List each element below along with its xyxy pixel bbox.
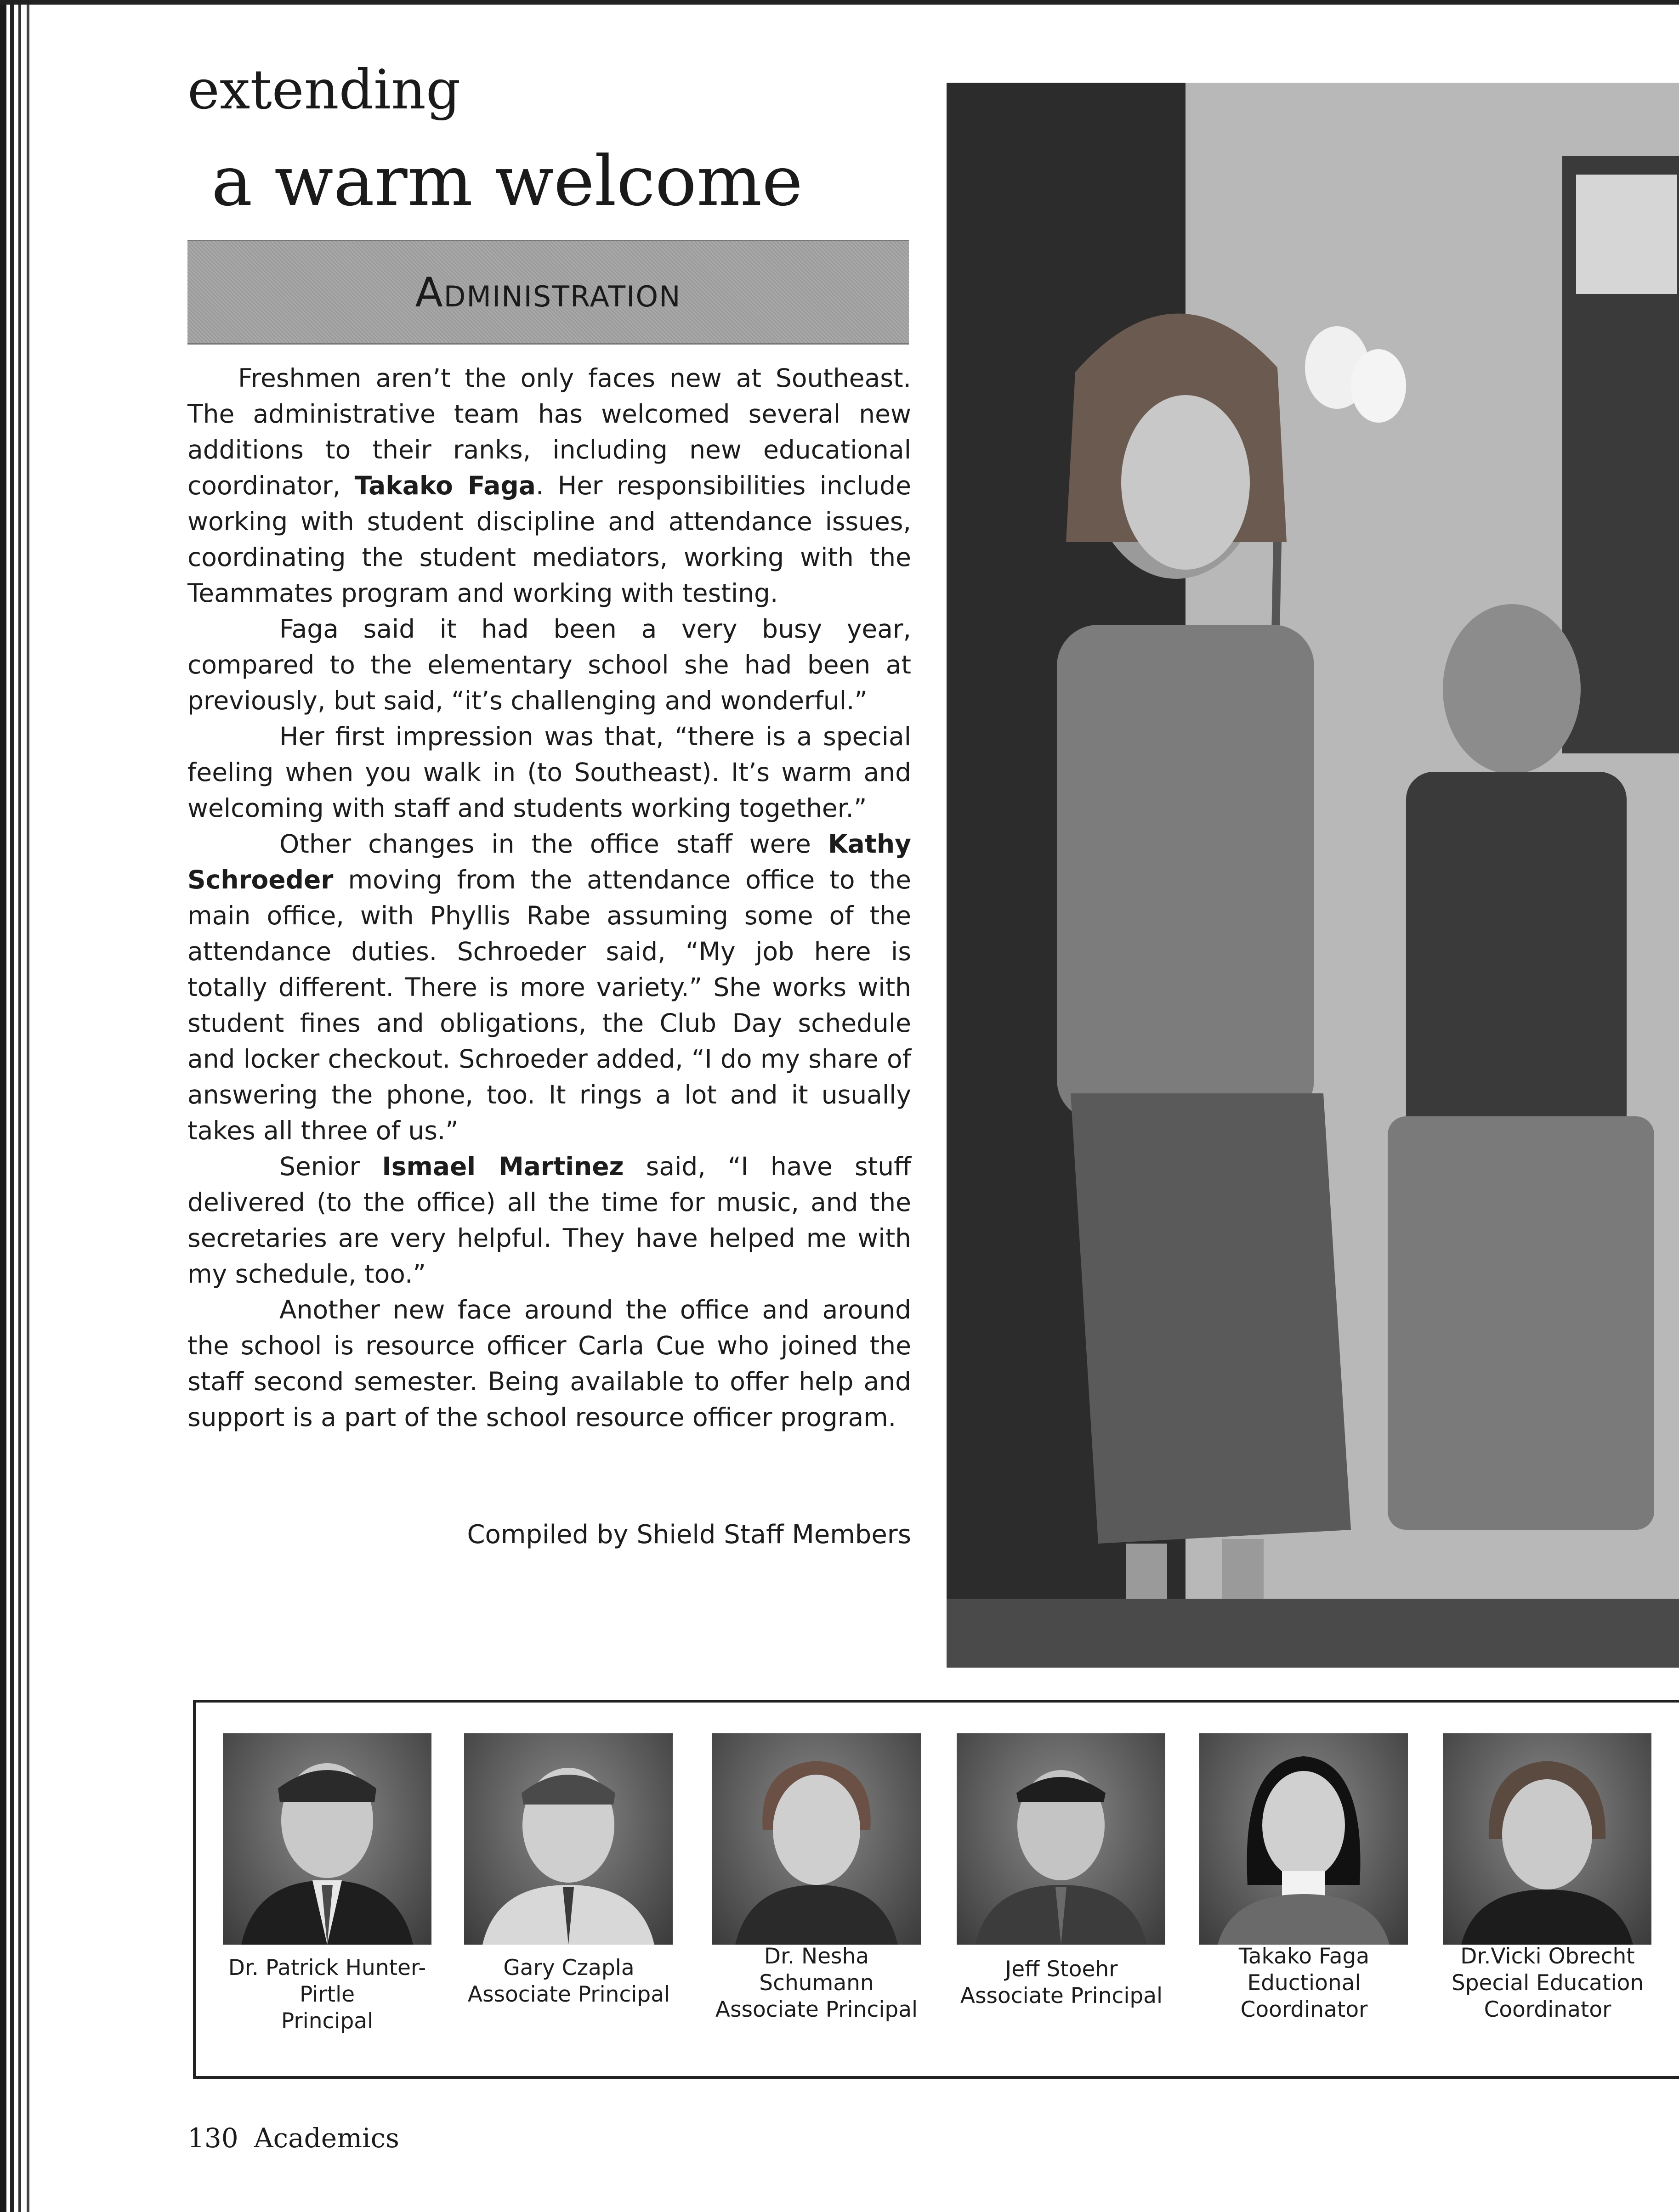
folio-section: Academics [254, 2122, 399, 2154]
portrait-illustration [957, 1733, 1165, 1945]
article-paragraph: Senior Ismael Martinez said, “I have stuff delivered (to the office) all the time for music, and the secretaries are very helpful. They have helped me with my schedule, too.” [187, 1152, 911, 1289]
main-photo [947, 83, 1679, 1668]
book-binding-edge [0, 0, 37, 2212]
staff-caption: Takako Faga Eductional Coordinator [1238, 1944, 1370, 2022]
article-paragraph: Freshmen aren’t the only faces new at Southeast. The administrative team has welcomed several new additions to their ranks, including new educational coordinator, Takako Faga. Her responsibilities include working with student discipline and attendance issues, coordinating the student mediators, working with the Teammates program and working with testing. [187, 363, 911, 608]
main-photo-illustration [947, 83, 1679, 1668]
article-paragraph: Another new face around the office and around the school is resource officer Carla Cue who joined the staff second semester. Being available to offer help and support is a part of the school resource officer program. [187, 1295, 911, 1432]
staff-caption: Gary Czapla Associate Principal [467, 1955, 670, 2007]
staff-portrait [223, 1733, 431, 1945]
staff-caption: Jeff Stoehr Associate Principal [960, 1957, 1163, 2008]
article-paragraph: Other changes in the office staff were Kathy Schroeder moving from the attendance office to the main office, with Phyllis Rabe assuming some of the attendance duties. Schroeder said, “My job here is totally different. There is more variety.” She works with student fines and obligations, the Club Day schedule and locker checkout. Schroeder added, “I do my share of answering the phone, too. It rings a lot and it usually takes all three of us.” [187, 829, 911, 1145]
staff-portrait [712, 1733, 921, 1945]
portrait-illustration [1443, 1733, 1651, 1945]
page-folio [187, 2122, 399, 2154]
highlighted-name: Kathy Schroeder [187, 829, 911, 894]
article-paragraph: Faga said it had been a very busy year, compared to the elementary school she had been at previously, but said, “it’s challenging and wonderful.” [187, 614, 911, 715]
section-label: Administration [415, 269, 681, 316]
portrait-illustration [223, 1733, 431, 1945]
portrait-illustration [464, 1733, 673, 1945]
article-body [187, 360, 911, 1435]
staff-caption: Dr. Patrick Hunter- Pirtle Principal [228, 1955, 426, 2034]
headline-line-1: extending [187, 58, 461, 121]
headline-line-2: a warm welcome [211, 141, 803, 221]
highlighted-name: Takako Faga [354, 471, 536, 500]
section-banner [187, 240, 909, 345]
highlighted-name: Ismael Martinez [382, 1152, 624, 1181]
article-credit: Compiled by Shield Staff Members [467, 1520, 911, 1550]
portrait-illustration [1199, 1733, 1408, 1945]
staff-caption: Dr.Vicki Obrecht Special Education Coordinator [1451, 1944, 1644, 2022]
article-paragraph: Her first impression was that, “there is a special feeling when you walk in (to Southeast). It’s warm and welcoming with staff and students working together.” [187, 722, 911, 823]
staff-portrait [1199, 1733, 1408, 1945]
staff-portrait [464, 1733, 673, 1945]
staff-portrait [957, 1733, 1165, 1945]
portrait-illustration [712, 1733, 921, 1945]
page-number: 130 [187, 2122, 238, 2154]
top-rule [0, 0, 1679, 5]
staff-caption: Dr. Nesha Schumann Associate Principal [715, 1944, 918, 2022]
staff-portrait [1443, 1733, 1651, 1945]
